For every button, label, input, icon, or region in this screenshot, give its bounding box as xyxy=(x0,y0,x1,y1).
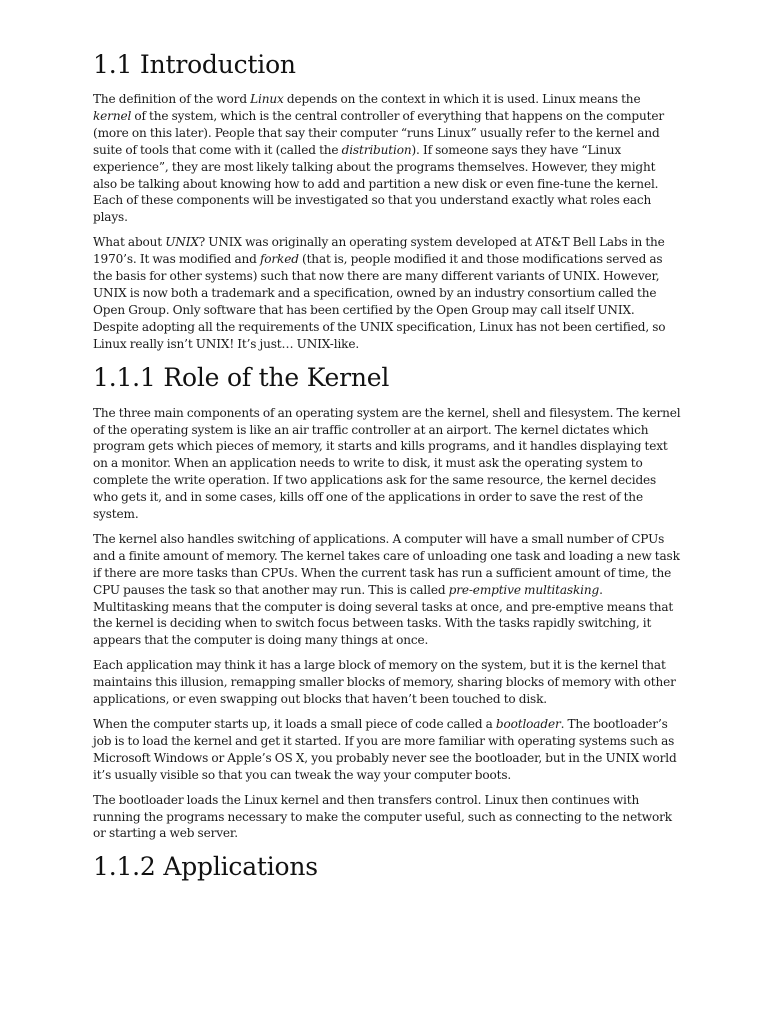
italic-term-pre-emptive-multitasking: pre-emptive multitasking xyxy=(448,582,600,597)
text-run: ). If someone says they have “Linux experience”, they are most likely talking about the programs themselves. However, they might also be talking about knowing how to add and partition a new disk or even fine-tune the kernel. Each of these components will be investigated so that you understand exactly what roles each plays. xyxy=(93,142,659,225)
paragraph-kernel-memory: Each application may think it has a large block of memory on the system, but it is the kernel that maintains this illusion, remapping smaller blocks of memory, sharing blocks of memory with other applications, or even swapping out blocks that haven’t been touched to disk. xyxy=(93,658,676,707)
section-heading-introduction: 1.1 Introduction xyxy=(93,50,296,79)
text-run: The definition of the word xyxy=(93,92,251,106)
paragraph-kernel-multitasking xyxy=(93,531,681,649)
italic-term-kernel: kernel xyxy=(93,108,132,123)
paragraph-unix xyxy=(93,234,681,352)
text-run: . The bootloader’s job is to load the kernel and get it started. If you are more familiar with operating systems such as Microsoft Windows or Apple’s OS X, you probably never see the bootloader, but in the UNIX world it’s usually visible so that you can tweak the way your computer boots. xyxy=(93,717,677,782)
italic-term-bootloader: bootloader xyxy=(495,717,561,731)
text-run: . Multitasking means that the computer is doing several tasks at once, and pre-emptive means that the kernel is deciding when to switch focus between tasks. With the tasks rapidly switching, it appears that the computer is doing many things at once. xyxy=(93,582,674,648)
text-run: ? UNIX was originally an operating system developed at AT&T Bell Labs in the 1970’s. It was modified and xyxy=(93,235,665,267)
text-run: depends on the context in which it is used. Linux means the xyxy=(283,92,641,106)
section-heading-applications: 1.1.2 Applications xyxy=(93,852,318,882)
text-run: of the system, which is the central controller of everything that happens on the computer (more on this later). People that say their computer “runs Linux” usually refer to the kernel and suite of tools that come with it (called the xyxy=(93,108,664,157)
document-page xyxy=(93,48,681,894)
text-run: When the computer starts up, it loads a small piece of code called a xyxy=(93,717,496,731)
italic-term-linux: Linux xyxy=(250,92,284,106)
paragraph-bootloader xyxy=(93,716,681,784)
italic-term-unix: UNIX xyxy=(165,235,199,250)
text-run: The kernel also handles switching of applications. A computer will have a small number of CPUs and a finite amount of memory. The kernel takes care of unloading one task and loading a new task if there are more tasks than CPUs. When the current task has run a sufficient amount of time, the CPU pauses the task so that another may run. This is called xyxy=(93,531,680,597)
paragraph-linux-definition xyxy=(93,91,681,226)
paragraph-bootloader-transfer: The bootloader loads the Linux kernel and then transfers control. Linux then continues with running the programs necessary to make the computer useful, such as connecting to the network or starting a web server. xyxy=(93,792,672,841)
paragraph-kernel-components: The three main components of an operating system are the kernel, shell and filesystem. The kernel of the operating system is like an air traffic controller at an airport. The kernel dictates which program gets which pieces of memory, it starts and kills programs, and it handles displaying text on a monitor. When an application needs to write to disk, it must ask the operating system to complete the write operation. If two applications ask for the same resource, the kernel decides who gets it, and in some cases, kills off one of the applications in order to save the rest of the system. xyxy=(93,405,681,522)
italic-term-distribution: distribution xyxy=(341,142,412,157)
text-run: What about xyxy=(93,235,166,250)
section-heading-role-of-kernel: 1.1.1 Role of the Kernel xyxy=(93,362,390,392)
italic-term-forked: forked xyxy=(259,252,299,267)
text-run: (that is, people modified it and those modifications served as the basis for other systems) such that now there are many different variants of UNIX. However, UNIX is now both a trademark and a specification, owned by an industry consortium called the Open Group. Only software that has been certified by the Open Group may call itself UNIX. Despite adopting all the requirements of the UNIX specification, Linux has not been certified, so Linux really isn’t UNIX! It’s just… UNIX-like. xyxy=(93,252,666,351)
